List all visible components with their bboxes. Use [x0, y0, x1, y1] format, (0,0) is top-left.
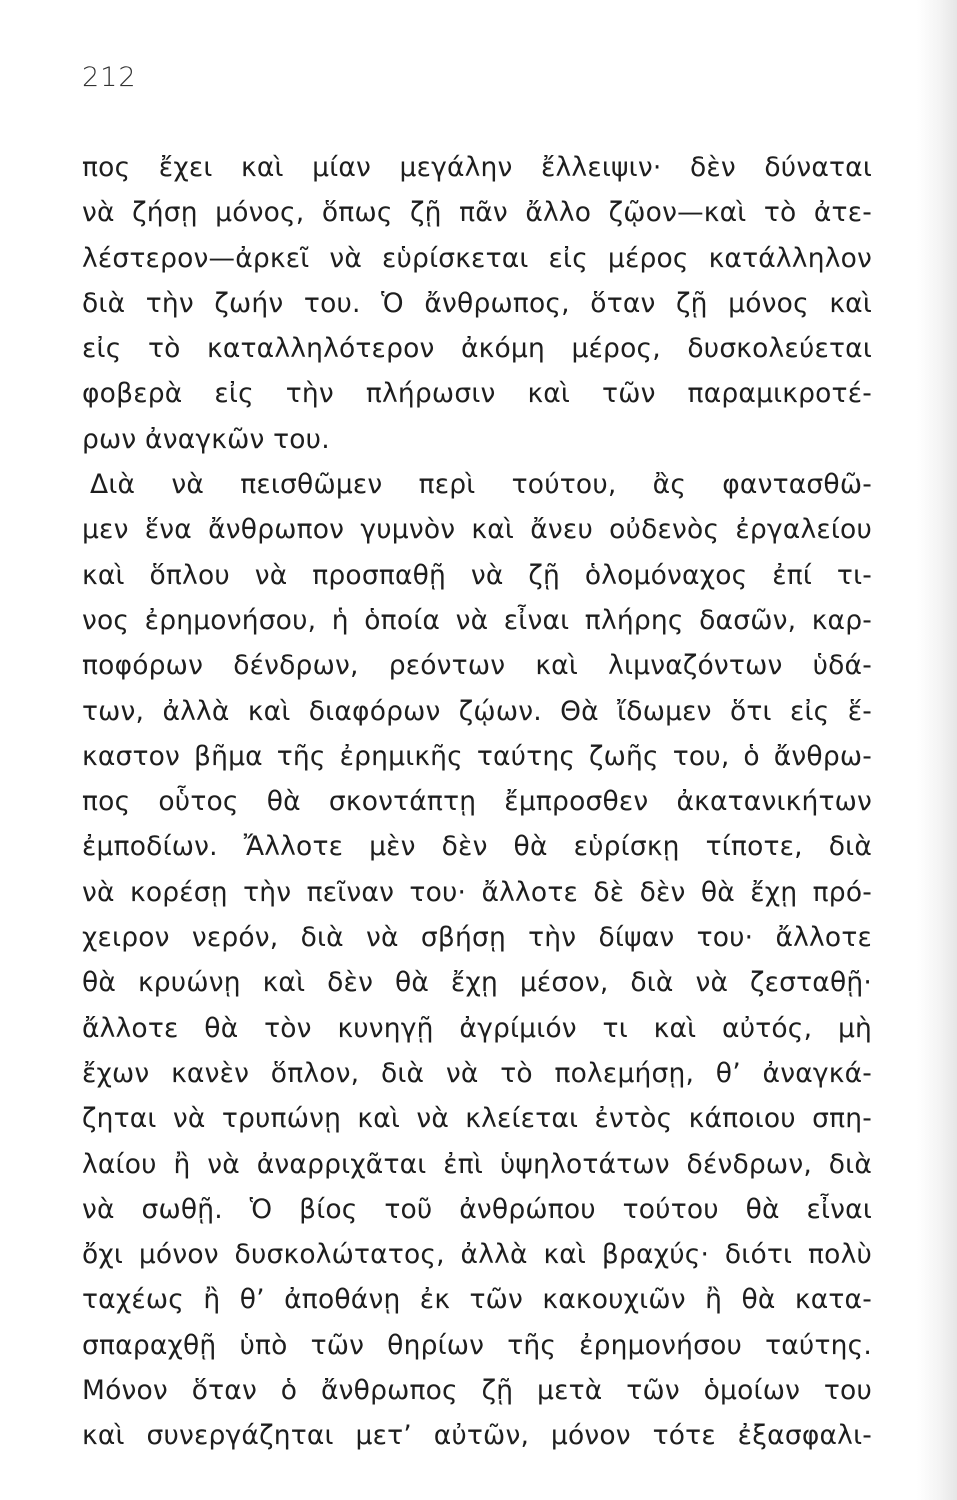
text-line: καὶ συνεργάζηται μετ’ αὐτῶν, μόνον τότε ἐξασφαλι-	[82, 1420, 872, 1452]
text-line: ἄλλοτε θὰ τὸν κυνηγῇ ἀγρίμιόν τι καὶ αὐτός, μὴ	[82, 1012, 872, 1044]
text-line: ταχέως ἢ θ’ ἀποθάνῃ ἐκ τῶν κακουχιῶν ἢ θὰ κατα-	[82, 1284, 872, 1316]
paragraph-start-line: Διὰ νὰ πεισθῶμεν περὶ τούτου, ἂς φαντασθῶ-	[90, 469, 872, 501]
scan-page-edge	[917, 0, 957, 1500]
text-line: μεν ἕνα ἄνθρωπον γυμνὸν καὶ ἄνευ οὐδενὸς ἐργαλείου	[82, 514, 872, 546]
text-line: θὰ κρυώνῃ καὶ δὲν θὰ ἔχῃ μέσον, διὰ νὰ ζεσταθῇ·	[82, 967, 872, 999]
body-text	[82, 145, 872, 1459]
text-line: σπαραχθῇ ὑπὸ τῶν θηρίων τῆς ἐρημονήσου ταύτης.	[82, 1329, 872, 1361]
text-line: νὰ σωθῇ. Ὁ βίος τοῦ ἀνθρώπου τούτου θὰ εἶναι	[82, 1193, 872, 1225]
paragraph-start-line: Μόνον ὅταν ὁ ἄνθρωπος ζῇ μετὰ τῶν ὁμοίων του	[82, 1375, 872, 1407]
text-line: πος οὗτος θὰ σκοντάπτῃ ἔμπροσθεν ἀκατανικήτων	[82, 786, 872, 818]
text-line: λαίου ἢ νὰ ἀναρριχᾶται ἐπὶ ὑψηλοτάτων δένδρων, διὰ	[82, 1148, 872, 1180]
text-line: χειρον νερόν, διὰ νὰ σβήσῃ τὴν δίψαν του· ἄλλοτε	[82, 922, 872, 954]
text-line: καστον βῆμα τῆς ἐρημικῆς ταύτης ζωῆς του, ὁ ἄνθρω-	[82, 740, 872, 772]
text-line: νος ἐρημονήσου, ἡ ὁποία νὰ εἶναι πλήρης δασῶν, καρ-	[82, 604, 872, 636]
text-line: νὰ ζήσῃ μόνος, ὅπως ζῇ πᾶν ἄλλο ζῷον—καὶ τὸ ἀτε-	[82, 197, 872, 229]
text-line: φοβερὰ εἰς τὴν πλήρωσιν καὶ τῶν παραμικροτέ-	[82, 378, 872, 410]
text-line: των, ἀλλὰ καὶ διαφόρων ζῴων. Θὰ ἴδωμεν ὅτι εἰς ἕ-	[82, 695, 872, 727]
text-line: ἐμποδίων. Ἄλλοτε μὲν δὲν θὰ εὑρίσκῃ τίποτε, διὰ	[82, 831, 872, 863]
text-line: ποφόρων δένδρων, ρεόντων καὶ λιμναζόντων ὑδά-	[82, 650, 872, 682]
text-line: λέστερον—ἀρκεῖ νὰ εὑρίσκεται εἰς μέρος κατάλληλον	[82, 242, 872, 274]
text-line: ζηται νὰ τρυπώνῃ καὶ νὰ κλείεται ἐντὸς κάποιου σπη-	[82, 1103, 872, 1135]
text-line: νὰ κορέσῃ τὴν πεῖναν του· ἄλλοτε δὲ δὲν θὰ ἔχῃ πρό-	[82, 876, 872, 908]
text-line: καὶ ὅπλου νὰ προσπαθῇ νὰ ζῇ ὁλομόναχος ἐπί τι-	[82, 559, 872, 591]
text-line: ρων ἀναγκῶν του.	[82, 423, 330, 455]
text-line: ἔχων κανὲν ὅπλον, διὰ νὰ τὸ πολεμήσῃ, θ’ ἀναγκά-	[82, 1057, 872, 1089]
text-line: εἰς τὸ καταλληλότερον ἀκόμη μέρος, δυσκολεύεται	[82, 333, 872, 365]
text-line: ὄχι μόνον δυσκολώτατος, ἀλλὰ καὶ βραχύς· διότι πολὺ	[82, 1239, 872, 1271]
text-line: διὰ τὴν ζωήν του. Ὁ ἄνθρωπος, ὅταν ζῇ μόνος καὶ	[82, 287, 872, 319]
page-number: 212	[82, 62, 137, 93]
text-line: πος ἔχει καὶ μίαν μεγάλην ἔλλειψιν· δὲν δύναται	[82, 152, 872, 183]
